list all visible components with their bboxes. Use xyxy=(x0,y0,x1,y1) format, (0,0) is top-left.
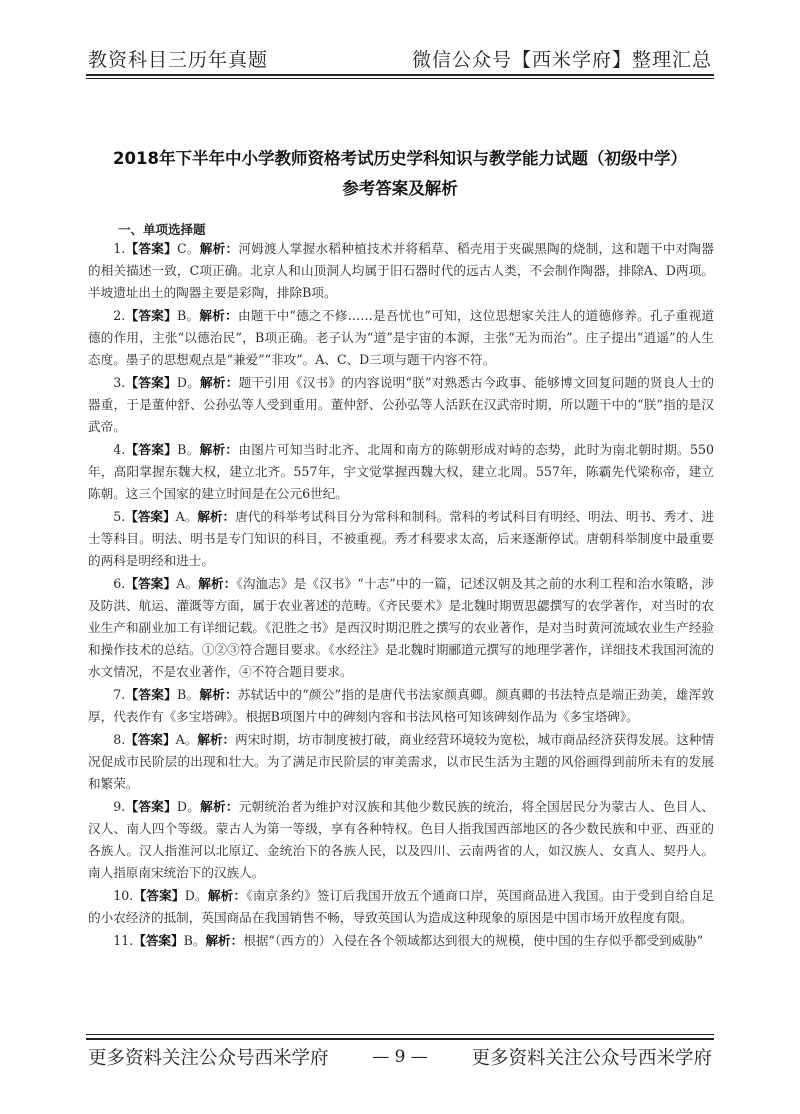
answer-tag: 【答案】 xyxy=(125,799,177,814)
header-rule-thin xyxy=(86,78,714,79)
analysis-text: 苏轼话中的“颜公”指的是唐代书法家颜真卿。颜真卿的书法特点是端正劲美，雄浑敦厚，代表作有《多宝塔碑》。根据B项图片中的碑刻内容和书法风格可知该碑刻作品为《多宝塔碑》。 xyxy=(88,687,715,724)
answer-tag: 【答案】 xyxy=(133,888,185,903)
answer-item xyxy=(88,885,714,929)
analysis-label: 解析： xyxy=(198,576,237,591)
footer-right-text: 更多资料关注公众号西米学府 xyxy=(471,1048,712,1069)
section-heading: 一、单项选择题 xyxy=(118,222,206,237)
analysis-label: 解析： xyxy=(200,375,239,390)
answer-item xyxy=(88,796,714,884)
analysis-text: 由题干中“德之不修……是吾忧也”可知，这位思想家关注人的道德修养。孔子重视道德的作用，主张“以德治民”，B项正确。老子认为“道”是宇宙的本源，主张“无为而治”。庄子提出“逍遥”的人生态度。墨子的思想观点是“兼爱”“非攻”。A、C、D三项与题干内容不符。 xyxy=(88,308,715,367)
analysis-label: 解析： xyxy=(197,732,236,747)
analysis-text: 两宋时期，坊市制度被打破，商业经营环境较为宽松，城市商品经济获得发展。这种情况促成市民阶层的出现和壮大。为了满足市民阶层的审美需求，以市民生活为主题的风俗画得到前所未有的发展和繁荣。 xyxy=(88,732,715,791)
answer-choice: A。 xyxy=(175,732,198,747)
footer-rule xyxy=(86,1038,714,1040)
analysis-text: 根据“（西方的）入侵在各个领域都达到很大的规模，使中国的生存似乎都受到威胁” xyxy=(243,933,704,948)
answer-tag: 【答案】 xyxy=(125,576,177,591)
answer-choice: B。 xyxy=(177,442,200,457)
analysis-label: 解析： xyxy=(199,442,239,457)
analysis-label: 解析： xyxy=(197,509,236,524)
header-left-text: 教资科目三历年真题 xyxy=(88,49,269,71)
answer-tag: 【答案】 xyxy=(125,241,177,256)
answer-item xyxy=(88,372,714,438)
answer-tag: 【答案】 xyxy=(125,442,178,457)
page-header xyxy=(88,40,712,72)
analysis-text: 由图片可知当时北齐、北周和南方的陈朝形成对峙的态势，此时为南北朝时期。550年，高阳掌握东魏大权，建立北齐。557年，宇文觉掌握西魏大权，建立北周。557年，陈霸先代梁称帝，建立陈朝。这三个国家的建立时间是在公元6世纪。 xyxy=(88,442,715,501)
header-rule xyxy=(86,74,714,76)
analysis-text: 唐代的科举考试科目分为常科和制科。常科的考试科目有明经、明法、明书、秀才、进士等科目。明法、明书是专门知识的科目，不被重视。秀才科要求太高，后来逐渐停试。唐朝科举制度中最重要的两科是明经和进士。 xyxy=(88,509,715,568)
answer-item xyxy=(88,684,714,728)
analysis-label: 解析： xyxy=(200,799,239,814)
answer-item xyxy=(88,439,714,505)
analysis-label: 解析： xyxy=(199,241,239,256)
answer-item xyxy=(88,506,714,572)
answer-number: 5. xyxy=(113,509,126,524)
answer-tag: 【答案】 xyxy=(125,308,177,323)
page-footer xyxy=(88,1042,712,1072)
answer-choice: D。 xyxy=(176,799,201,814)
analysis-label: 解析： xyxy=(205,933,244,948)
answer-number: 10. xyxy=(113,888,134,903)
analysis-text: 《南京条约》签订后我国开放五个通商口岸，英国商品进入我国。由于受到自给自足的小农经济的抵制，英国商品在我国销售不畅，导致英国认为造成这种现象的原因是中国市场开放程度有限。 xyxy=(88,888,715,925)
answer-list xyxy=(88,238,714,953)
answer-choice: D。 xyxy=(176,375,201,390)
answer-number: 8. xyxy=(113,732,126,747)
analysis-label: 解析： xyxy=(199,308,238,323)
analysis-label: 解析： xyxy=(199,687,238,702)
analysis-label: 解析： xyxy=(207,888,247,903)
title-line-2: 参考答案及解析 xyxy=(342,179,458,198)
answer-number: 7. xyxy=(113,687,126,702)
answer-choice: B。 xyxy=(183,933,206,948)
answer-tag: 【答案】 xyxy=(133,933,184,948)
analysis-text: 《沟洫志》是《汉书》“十志”中的一篇，记述汉朝及其之前的水利工程和治水策略，涉及防洪、航运、灌溉等方面，属于农业著述的范畴。《齐民要术》是北魏时期贾思勰撰写的农学著作，对当时的农业生产和副业加工有详细记载。《氾胜之书》是西汉时期氾胜之撰写的农业著作，是对当时黄河流域农业生产经验和操作技术的总结。①②③符合题目要求。《水经注》是北魏时期郦道元撰写的地理学著作，详细技术我国河流的水文情况，不是农业著作，④不符合题目要求。 xyxy=(88,576,715,679)
answer-tag: 【答案】 xyxy=(125,687,177,702)
answer-item xyxy=(88,238,714,304)
answer-number: 2. xyxy=(113,308,126,323)
page-number: — 9 — xyxy=(372,1047,428,1067)
answer-choice: C。 xyxy=(176,241,200,256)
answer-choice: B。 xyxy=(176,308,200,323)
answer-choice: D。 xyxy=(184,888,208,903)
answer-item xyxy=(88,729,714,795)
answer-number: 9. xyxy=(113,799,126,814)
answer-tag: 【答案】 xyxy=(125,509,176,524)
analysis-text: 题干引用《汉书》的内容说明“朕”对熟悉古今政事、能够博文回复问题的贤良人士的器重，于是董仲舒、公孙弘等人受到重用。董仲舒、公孙弘等人活跃在汉武帝时期，所以题干中的“朕”指的是汉武帝。 xyxy=(88,375,714,434)
answer-number: 11. xyxy=(113,933,134,948)
header-right-text: 微信公众号【西米学府】整理汇总 xyxy=(411,49,712,71)
answer-number: 3. xyxy=(113,375,126,390)
answer-item xyxy=(88,573,714,683)
answer-choice: B。 xyxy=(176,687,200,702)
footer-rule-thin xyxy=(86,1034,714,1035)
analysis-text: 河姆渡人掌握水稻种植技术并将稻草、稻壳用于夹碳黑陶的烧制，这和题干中对陶器的相关描述一致，C项正确。北京人和山顶洞人均属于旧石器时代的远古人类，不会制作陶器，排除A、D两项。半坡遗址出土的陶器主要是彩陶，排除B项。 xyxy=(88,241,715,300)
answer-choice: A。 xyxy=(176,576,199,591)
answer-tag: 【答案】 xyxy=(125,732,176,747)
analysis-text: 元朝统治者为维护对汉族和其他少数民族的统治，将全国居民分为蒙古人、色目人、汉人、南人四个等级。蒙古人为第一等级，享有各种特权。色目人指我国西部地区的各少数民族和中亚、西亚的各族人。汉人指淮河以北原辽、金统治下的各族人民，以及四川、云南两省的人，如汉族人、女真人、契丹人。南人指原南宋统治下的汉族人。 xyxy=(88,799,715,880)
title-line-1: 2018年下半年中小学教师资格考试历史学科知识与教学能力试题（初级中学） xyxy=(113,149,687,168)
answer-item xyxy=(88,930,714,952)
footer-left-text: 更多资料关注公众号西米学府 xyxy=(88,1048,329,1069)
answer-number: 1. xyxy=(113,241,126,256)
answer-tag: 【答案】 xyxy=(125,375,177,390)
answer-choice: A。 xyxy=(175,509,198,524)
answer-item xyxy=(88,305,714,371)
document-title xyxy=(80,144,720,204)
answer-number: 6. xyxy=(113,576,126,591)
answer-number: 4. xyxy=(113,442,126,457)
